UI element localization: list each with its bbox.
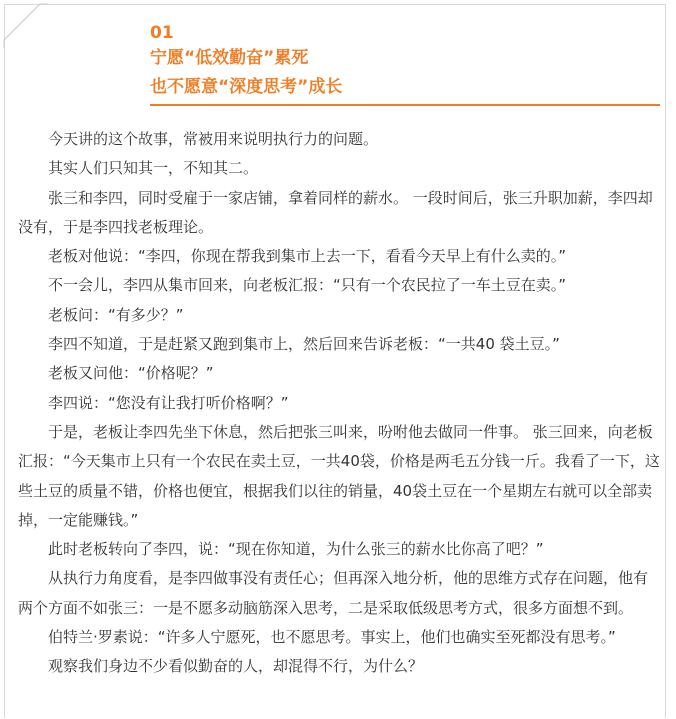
- folded-corner-decoration: [0, 0, 50, 50]
- paragraph: 老板问：“有多少？”: [48, 305, 184, 324]
- section-number: 01: [150, 23, 174, 43]
- paragraph: 张三和李四，同时受雇于一家店铺，拿着同样的薪水。 一段时间后，张三升职加薪，李四却没有，于是李四找老板理论。: [18, 188, 653, 236]
- paragraph: 李四不知道，于是赶紧又跑到集市上，然后回来告诉老板：“一共40 袋土豆。”: [48, 335, 560, 354]
- paragraph: 老板又问他：“价格呢？”: [48, 364, 214, 383]
- paragraph: 今天讲的这个故事，常被用来说明执行力的问题。: [48, 130, 379, 148]
- paragraph: 伯特兰·罗素说：“许多人宁愿死，也不愿思考。事实上，他们也确实至死都没有思考。”: [48, 628, 616, 647]
- section-title-line-1: 宁愿“低效勤奋”累死: [150, 48, 309, 68]
- paragraph: 李四说：“您没有让我打听价格啊？”: [48, 393, 289, 412]
- paragraph: 此时老板转向了李四，说：“现在你知道，为什么张三的薪水比你高了吧？”: [48, 540, 544, 559]
- paragraph: 不一会儿，李四从集市回来，向老板汇报：“只有一个农民拉了一车土豆在卖。”: [48, 276, 567, 295]
- header-divider: [150, 104, 660, 106]
- paragraph: 从执行力角度看，是李四做事没有责任心；但再深入地分析，他的思维方式存在问题，他有两个方面不如张三：一是不愿多动脑筋深入思考，二是采取低级思考方式，很多方面想不到。: [18, 569, 649, 617]
- paragraph: 于是，老板让李四先坐下休息，然后把张三叫来，吩咐他去做同一件事。 张三回来，向老板汇报：“今天集市上只有一个农民在卖土豆，一共40袋，价格是两毛五分钱一斤。我看了一下，这些土豆的质量不错，价格也便宜，根据我们以往的销量，40袋土豆在一个星期左右就可以全部卖掉，一定能赚钱。”: [18, 422, 660, 529]
- section-header: [150, 22, 660, 102]
- section-title-line-2: 也不愿意“深度思考”成长: [150, 77, 343, 97]
- paragraph: 老板对他说：“李四，你现在帮我到集市上去一下，看看今天早上有什么卖的。”: [48, 247, 567, 266]
- article-body: [18, 125, 660, 682]
- paragraph: 观察我们身边不少看似勤奋的人，却混得不行，为什么？: [48, 657, 424, 676]
- paragraph: 其实人们只知其一，不知其二。: [48, 159, 259, 178]
